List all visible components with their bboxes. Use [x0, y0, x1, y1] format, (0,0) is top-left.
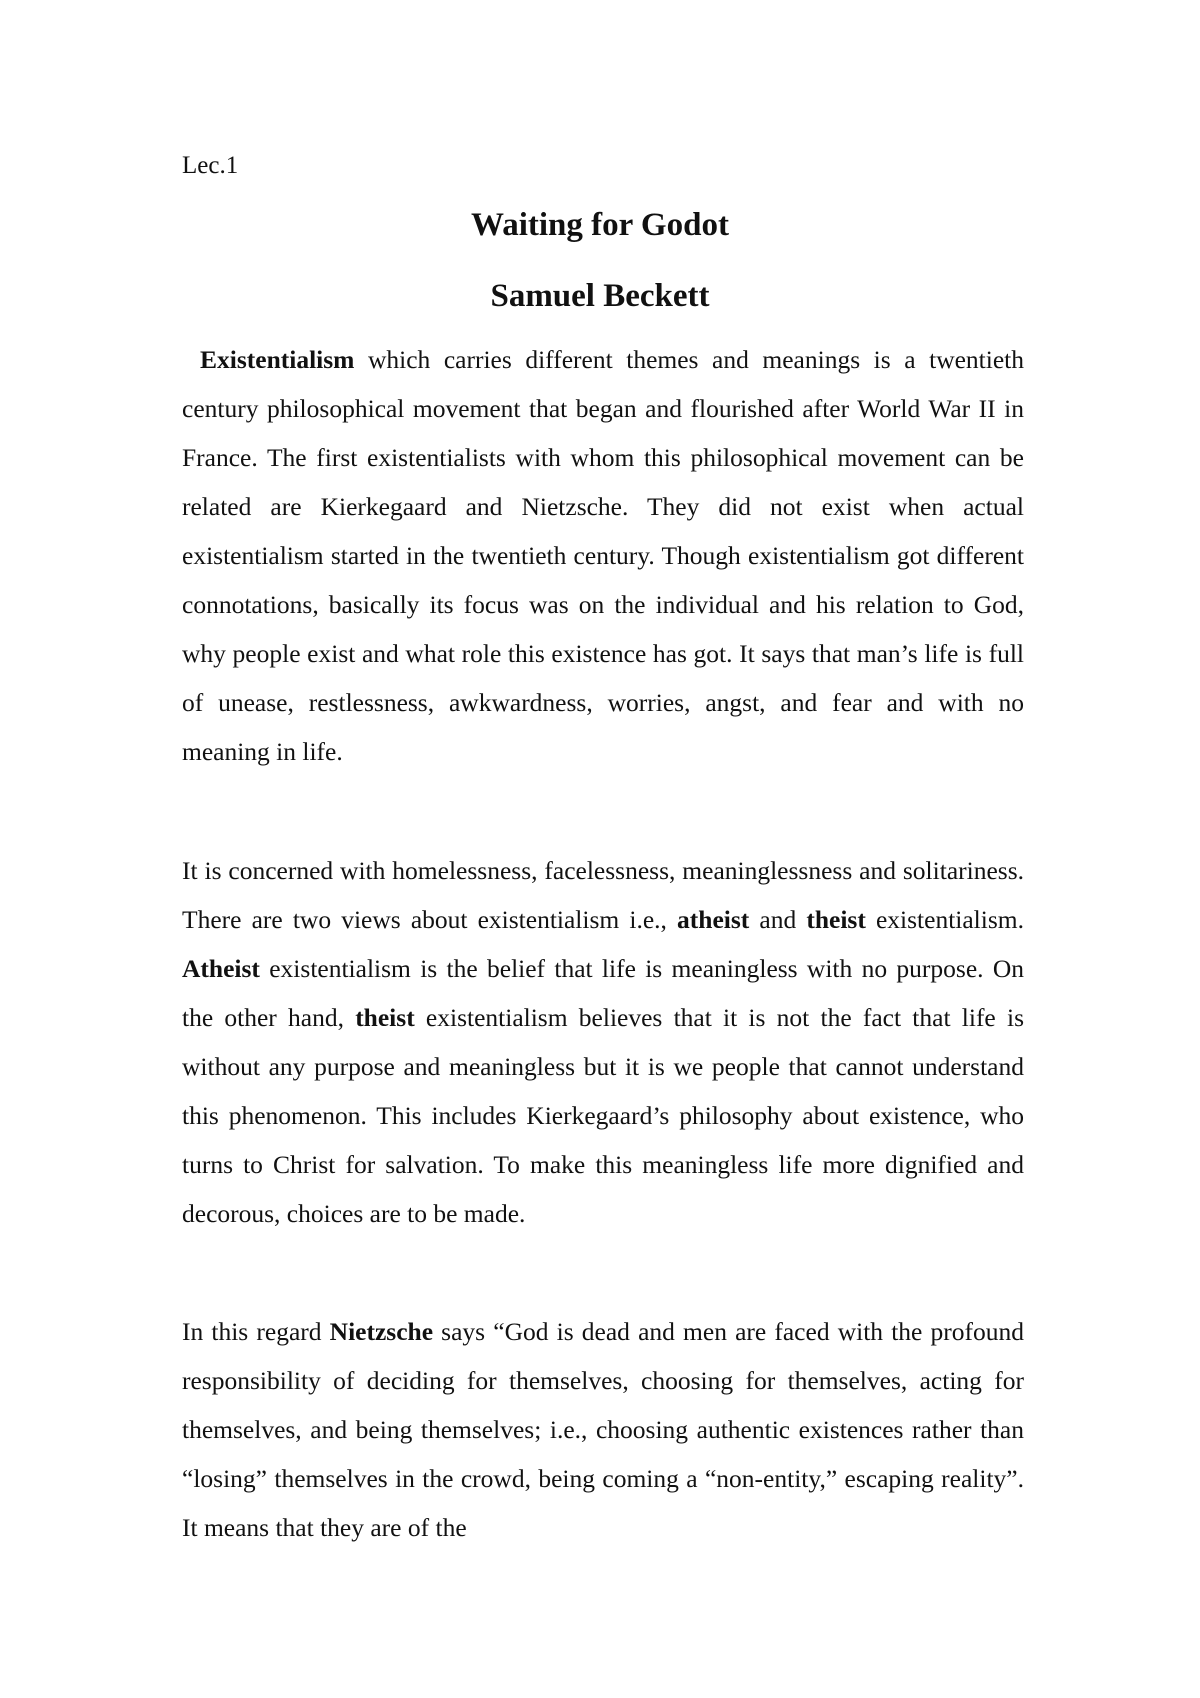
bold-term-theist: theist — [806, 905, 866, 934]
bold-term-atheist-2: Atheist — [182, 954, 260, 983]
bold-term-atheist: atheist — [677, 905, 750, 934]
paragraph-text: says “God is dead and men are faced with the profound responsibility of deciding for themselves, choosing for themselves, acting for themselves, and being themselves; i.e., choosing authentic existences rather than “losing” themselves in the crowd, being coming a “non-entity,” escaping reality”. It means that they are of the — [182, 1317, 1024, 1542]
paragraph-text: It is concerned with homelessness, facelessness, meaninglessness and solitariness. There are two views about existentialism i.e., — [182, 856, 1024, 934]
paragraph-existentialism-intro — [182, 335, 1024, 776]
paragraph-text: which carries different themes and meanings is a twentieth century philosophical movement that began and flourished after World War II in France. The first existentialists with whom this philosophical movement can be related are Kierkegaard and Nietzsche. They did not exist when actual existentialism started in the twentieth century. Though existentialism got different connotations, basically its focus was on the individual and his relation to God, why people exist and what role this existence has got. It says that man’s life is full of unease, restlessness, awkwardness, worries, angst, and fear and with no meaning in life. — [182, 345, 1024, 766]
bold-term-existentialism: Existentialism — [200, 345, 355, 374]
paragraph-nietzsche — [182, 1307, 1024, 1552]
paragraph-text: existentialism. — [865, 905, 1024, 934]
paragraph-text: existentialism is the belief that life is meaningless with no purpose. On the other hand, — [182, 954, 1024, 1032]
document-title: Waiting for Godot — [471, 207, 729, 243]
bold-term-theist-2: theist — [355, 1003, 415, 1032]
document-author: Samuel Beckett — [490, 278, 710, 314]
bold-term-nietzsche: Nietzsche — [329, 1317, 434, 1346]
lecture-label: Lec.1 — [182, 152, 239, 179]
paragraph-atheist-theist — [182, 846, 1024, 1238]
paragraph-text: existentialism believes that it is not the fact that life is without any purpose and meaningless but it is we people that cannot understand this phenomenon. This includes Kierkegaard’s philosophy about existence, who turns to Christ for salvation. To make this meaningless life more dignified and decorous, choices are to be made. — [182, 1003, 1024, 1228]
paragraph-text: and — [749, 905, 807, 934]
paragraph-text: In this regard — [182, 1317, 330, 1346]
